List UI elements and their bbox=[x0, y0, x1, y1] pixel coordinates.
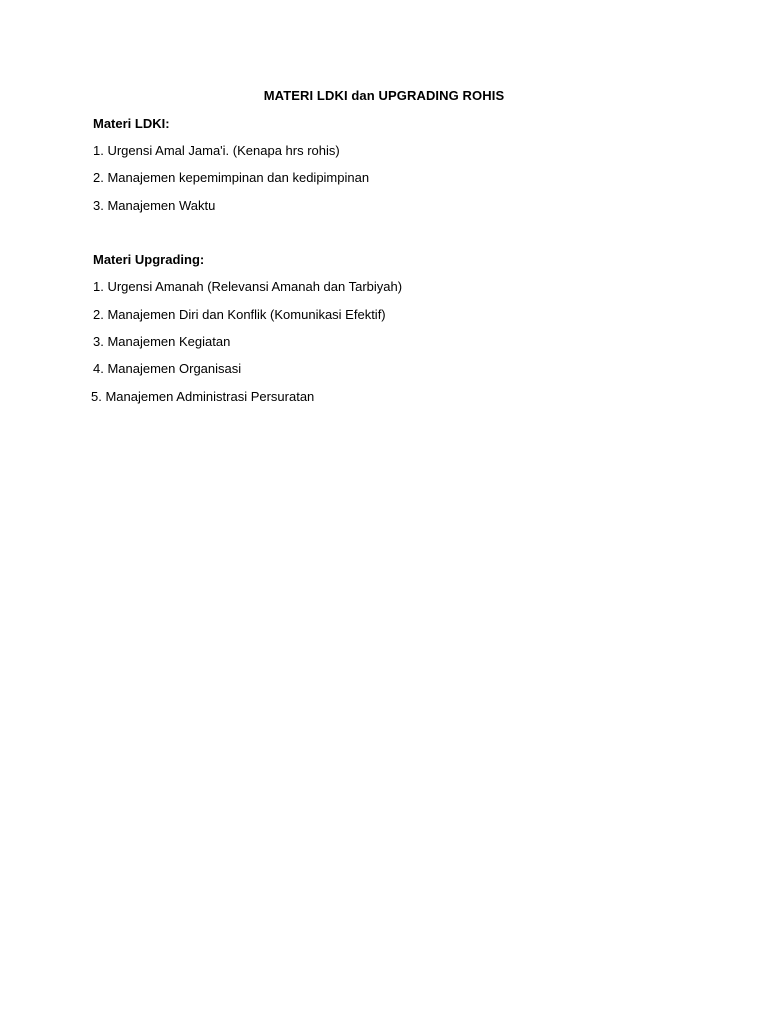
list-item bbox=[93, 359, 241, 379]
list-item bbox=[93, 332, 230, 352]
list-item-text: Urgensi Amanah (Relevansi Amanah dan Tarbiyah) bbox=[107, 279, 403, 294]
list-item-text: Manajemen Waktu bbox=[107, 198, 216, 213]
document-title: MATERI LDKI dan UPGRADING ROHIS bbox=[263, 88, 505, 103]
list-item-number: 3. bbox=[93, 334, 108, 349]
section-heading-ldki: Materi LDKI: bbox=[93, 116, 170, 131]
list-item-text: Manajemen Kegiatan bbox=[107, 334, 231, 349]
list-item-number: 1. bbox=[93, 279, 108, 294]
list-item bbox=[93, 277, 402, 297]
list-item-number: 2. bbox=[93, 170, 108, 185]
list-item-number: 4. bbox=[93, 361, 108, 376]
list-item bbox=[93, 196, 215, 216]
list-item-number: 3. bbox=[93, 198, 108, 213]
list-item bbox=[93, 141, 340, 161]
list-item-text: Manajemen kepemimpinan dan kedipimpinan bbox=[107, 170, 370, 185]
list-item-text: Manajemen Administrasi Persuratan bbox=[105, 389, 315, 404]
list-item bbox=[91, 387, 314, 407]
list-item-number: 5. bbox=[91, 389, 106, 404]
list-item-text: Manajemen Diri dan Konflik (Komunikasi Efektif) bbox=[107, 307, 386, 322]
list-item bbox=[93, 168, 369, 188]
list-item-text: Urgensi Amal Jama'i. (Kenapa hrs rohis) bbox=[107, 143, 340, 158]
list-item-number: 1. bbox=[93, 143, 108, 158]
list-item bbox=[93, 305, 386, 325]
section-heading-upgrading: Materi Upgrading: bbox=[93, 252, 205, 267]
list-item-number: 2. bbox=[93, 307, 108, 322]
list-item-text: Manajemen Organisasi bbox=[107, 361, 242, 376]
